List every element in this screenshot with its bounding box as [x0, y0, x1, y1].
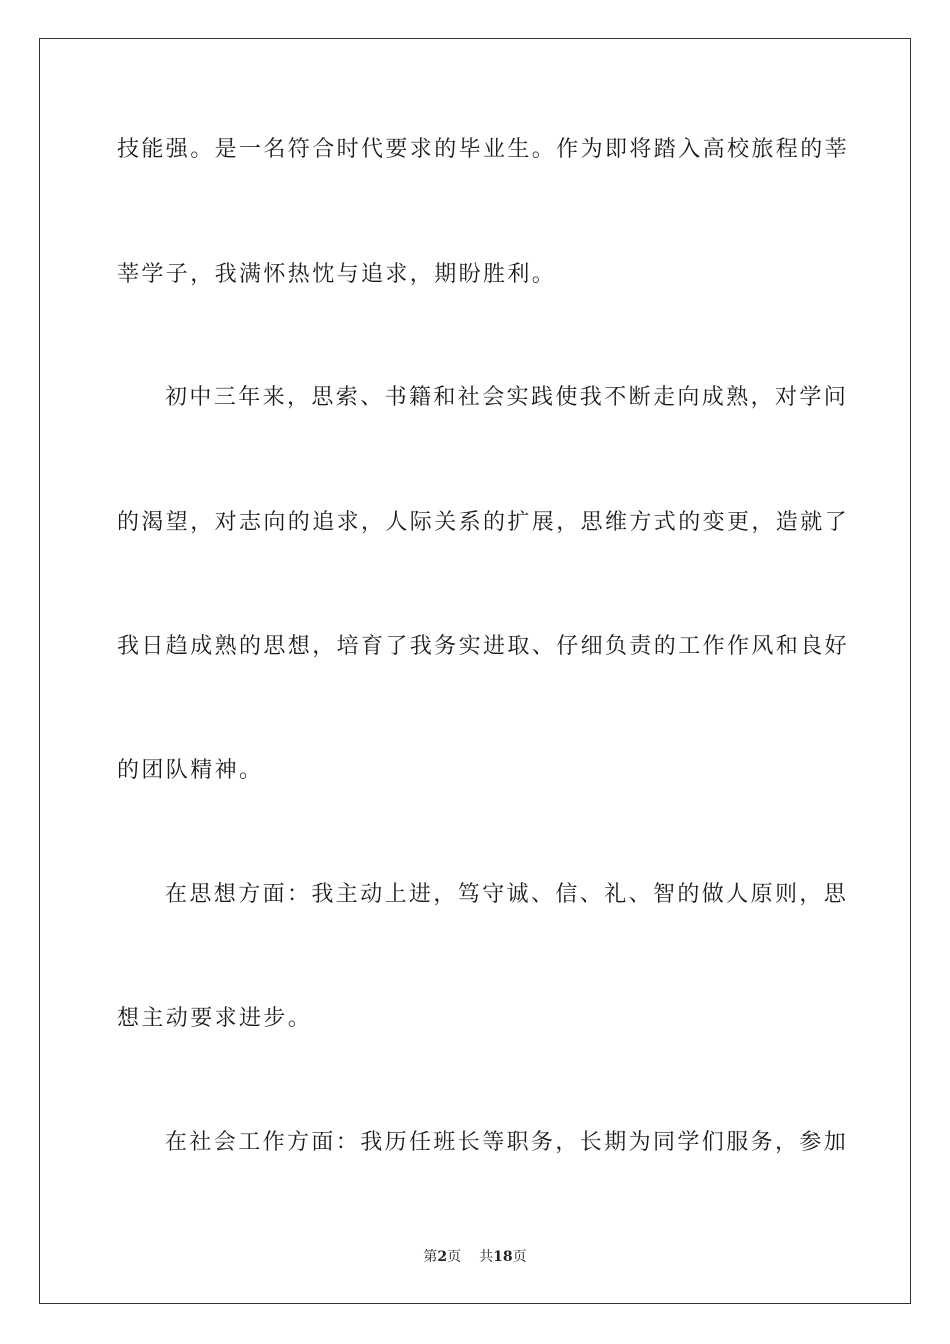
page-prefix: 第: [423, 1249, 438, 1265]
body-line-2: 莘学子，我满怀热忱与追求，期盼胜利。: [117, 262, 557, 287]
body-line-3: 初中三年来，思索、书籍和社会实践使我不断走向成熟，对学问: [165, 385, 849, 410]
body-line-1: 技能强。是一名符合时代要求的毕业生。作为即将踏入高校旅程的莘: [117, 137, 850, 162]
page-number: 2: [437, 1249, 448, 1265]
page-suffix: 页: [447, 1249, 462, 1265]
total-suffix: 页: [512, 1249, 527, 1265]
body-line-4: 的渴望，对志向的追求，人际关系的扩展，思维方式的变更，造就了: [117, 510, 850, 535]
total-prefix: 共: [479, 1249, 494, 1265]
body-line-8: 想主动要求进步。: [117, 1006, 313, 1031]
page-border: [39, 38, 911, 1304]
page-footer: [0, 1247, 950, 1267]
body-line-6: 的团队精神。: [117, 758, 264, 783]
total-pages: 18: [493, 1249, 513, 1265]
body-line-5: 我日趋成熟的思想，培育了我务实进取、仔细负责的工作作风和良好: [117, 634, 850, 659]
body-line-7: 在思想方面：我主动上进，笃守诚、信、礼、智的做人原则，思: [165, 882, 849, 907]
body-line-9: 在社会工作方面：我历任班长等职务，长期为同学们服务，参加: [165, 1130, 849, 1155]
